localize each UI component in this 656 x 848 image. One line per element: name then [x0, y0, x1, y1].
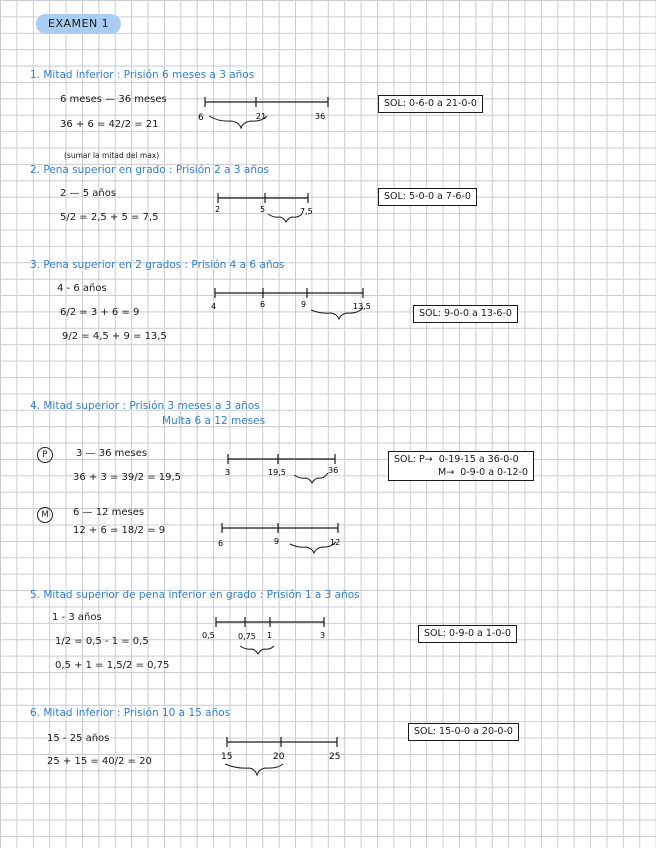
problem-4-m-line-2: 12 + 6 = 18/2 = 9 [73, 525, 166, 536]
problem-6-line-1: 15 - 25 años [47, 733, 110, 744]
problem-3-line-1: 4 - 6 años [57, 283, 107, 294]
problem-5-solution: SOL: 0-9-0 a 1-0-0 [418, 625, 517, 643]
page-title: EXAMEN 1 [36, 14, 121, 34]
problem-4-m-line-1: 6 — 12 meses [73, 507, 145, 518]
tick-label: 2 [215, 205, 221, 214]
prison-marker: P [37, 447, 53, 463]
problem-4-heading: 4. Mitad superior : Prisión 3 meses a 3 años [30, 400, 260, 412]
tick-label: 20 [273, 752, 285, 762]
tick-label: 3 [225, 468, 231, 477]
tick-label: 36 [315, 112, 326, 121]
tick-label: 25 [329, 752, 341, 762]
tick-label: 12 [330, 538, 341, 547]
problem-4-m-number-line [214, 520, 354, 562]
tick-label: 6 [198, 113, 204, 123]
tick-label: 15 [221, 752, 233, 762]
problem-4-p-number-line [220, 451, 350, 493]
tick-label: 7,5 [300, 207, 313, 216]
problem-2-line-2: 5/2 = 2,5 + 5 = 7,5 [60, 212, 159, 223]
tick-label: 13,5 [353, 302, 371, 311]
problem-4-solution-line-1: SOL: P→ 0-19-15 a 36-0-0 [394, 454, 519, 465]
problem-4-p-line-1: 3 — 36 meses [76, 448, 148, 459]
problem-3-line-3: 9/2 = 4,5 + 9 = 13,5 [62, 331, 167, 342]
problem-6-line-2: 25 + 15 = 40/2 = 20 [47, 756, 152, 767]
tick-label: 21 [256, 112, 267, 121]
problem-1-line-1: 6 meses — 36 meses [60, 94, 167, 105]
problem-5-heading: 5. Mitad superior de pena inferior en grado : Prisión 1 a 3 años [30, 589, 360, 601]
tick-label: 0,75 [238, 632, 256, 641]
problem-5-number-line [198, 614, 348, 660]
problem-6-solution: SOL: 15-0-0 a 20-0-0 [408, 723, 519, 741]
problem-5-line-2: 1/2 = 0,5 - 1 = 0,5 [55, 636, 149, 647]
tick-label: 5 [260, 205, 266, 214]
problem-2-solution: SOL: 5-0-0 a 7-6-0 [378, 188, 477, 206]
problem-4-solution [388, 451, 534, 481]
problem-1-line-2: 36 + 6 = 42/2 = 21 [60, 119, 159, 130]
tick-label: 9 [301, 300, 307, 309]
problem-4-solution-line-2: M→ 0-9-0 a 0-12-0 [438, 467, 529, 478]
tick-label: 6 [218, 539, 224, 548]
problem-2-heading: 2. Pena superior en grado : Prisión 2 a 3 años [30, 164, 269, 176]
tick-label: 4 [211, 302, 217, 311]
problem-1-heading: 1. Mitad inferior : Prisión 6 meses a 3 años [30, 69, 255, 81]
multa-marker: M [37, 507, 53, 523]
problem-4-heading-2: Multa 6 a 12 meses [162, 415, 266, 427]
problem-2-number-line [210, 188, 330, 228]
problem-3-solution: SOL: 9-0-0 a 13-6-0 [413, 305, 518, 323]
problem-3-heading: 3. Pena superior en 2 grados : Prisión 4 a 6 años [30, 259, 285, 271]
problem-1-solution: SOL: 0-6-0 a 21-0-0 [378, 95, 483, 113]
problem-6-heading: 6. Mitad inferior : Prisión 10 a 15 años [30, 707, 231, 719]
problem-3-line-2: 6/2 = 3 + 6 = 9 [60, 307, 140, 318]
tick-label: 3 [320, 631, 326, 640]
problem-5-line-3: 0,5 + 1 = 1,5/2 = 0,75 [55, 660, 170, 671]
problem-4-p-line-2: 36 + 3 = 39/2 = 19,5 [73, 472, 182, 483]
tick-label: 1 [267, 631, 273, 640]
problem-1-note: (sumar la mitad del max) [64, 151, 160, 160]
tick-label: 0,5 [202, 631, 215, 640]
problem-6-number-line [215, 734, 355, 780]
problem-3-number-line [205, 284, 385, 326]
tick-label: 9 [274, 537, 280, 546]
problem-1-number-line [195, 90, 345, 132]
problem-5-line-1: 1 - 3 años [52, 612, 102, 623]
problem-2-line-1: 2 — 5 años [60, 188, 117, 199]
tick-label: 36 [328, 466, 339, 475]
tick-label: 6 [260, 300, 266, 309]
tick-label: 19,5 [268, 468, 286, 477]
